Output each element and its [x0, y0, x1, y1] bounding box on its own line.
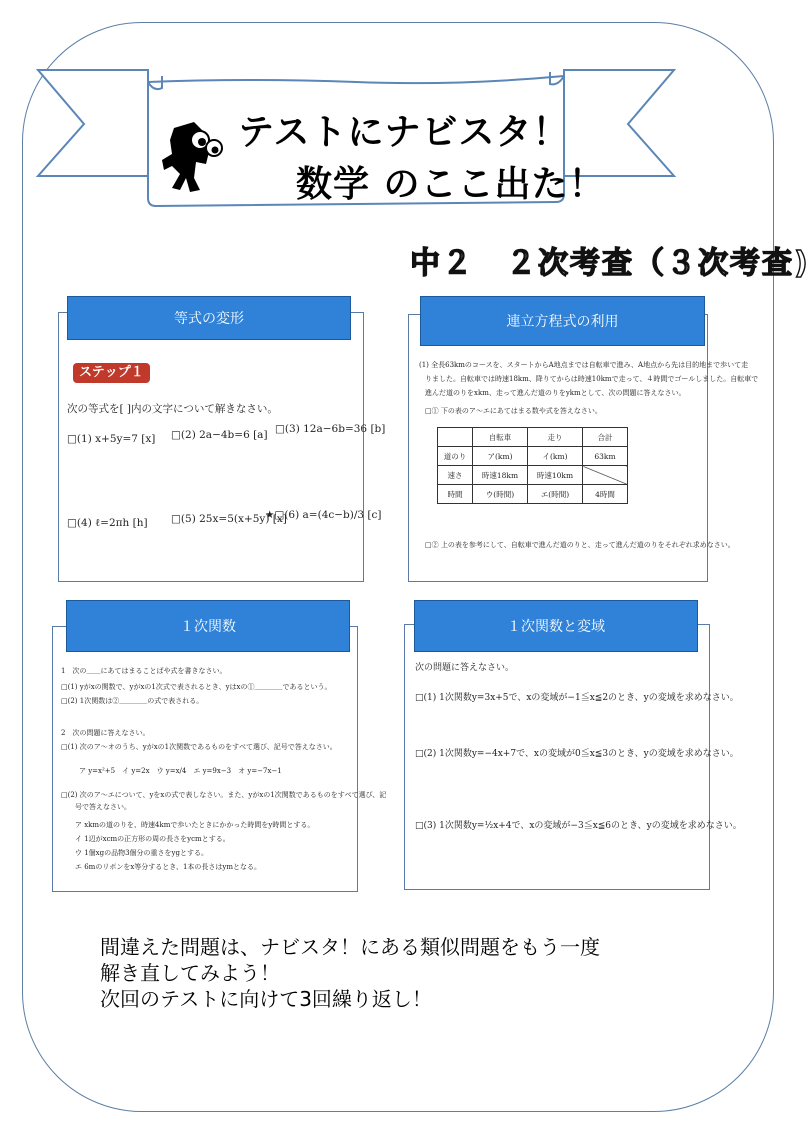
table-cell: 合計 [583, 428, 628, 447]
section-text: 1 次の＿＿にあてはまることばや式を書きなさい。 [61, 667, 227, 675]
grade-heading: 中２ ２次考査（３次考査) [410, 246, 810, 281]
list-item: エ 6mのリボンをx等分するとき、1本の長さはymとなる。 [75, 863, 262, 871]
footer-message [100, 934, 600, 1012]
table-cell: 自転車 [473, 428, 528, 447]
card-linear-function-domain [404, 624, 742, 890]
question-text: □(2) 1次関数は②＿＿＿＿の式で表される。 [61, 697, 204, 705]
card-heading-linear-function-domain: １次関数と変域 [414, 600, 698, 652]
footer-line: 次回のテストに向けて3回繰り返し！ [100, 987, 432, 1011]
table-cell: 4時間 [583, 485, 628, 504]
card-linear-function [52, 626, 387, 892]
question-text: □(1) 1次関数y=3x+5で、xの変域が−1≦x≦2のとき、yの変域を求めなさい。 [415, 693, 739, 703]
table-cell: 速さ [438, 466, 473, 485]
table-cell: 時速18km [473, 466, 528, 485]
options-text: ア y=x²+5 イ y=2x ウ y=x/4 エ y=9x−3 オ y=−7x−1 [79, 767, 282, 775]
list-item: ア xkmの道のりを、時速4kmで歩いたときにかかった時間をy時間とする。 [75, 821, 315, 829]
list-item: ウ 1個xgの品物3個分の重さをygとする。 [75, 849, 208, 857]
list-item: □(5) 25x=5(x+5y) [x] [171, 513, 287, 525]
table-cell: 63km [583, 447, 628, 466]
section-text: 2 次の問題に答えなさい。 [61, 729, 150, 737]
question-text: □(1) 次のア～オのうち、yがxの1次関数であるものをすべて選び、記号で答えなさい。 [61, 743, 337, 751]
table-cell: 時間 [438, 485, 473, 504]
list-item: イ 1辺がxcmの正方形の周の長さをycmとする。 [75, 835, 230, 843]
table-cell: 時速10km [528, 466, 583, 485]
list-item: □(1) x+5y=7 [x] [67, 433, 156, 445]
table-cell: イ(km) [528, 447, 583, 466]
intro-text: 次の問題に答えなさい。 [415, 663, 515, 673]
list-item: ★□(6) a=(4c−b)/3 [c] [265, 509, 382, 521]
card-heading-equation-transform: 等式の変形 [67, 296, 351, 340]
problem-text: (1) 全長63kmのコースを、スタートからA地点までは自転車で進み、A地点から先は目的地まで歩いて走 [419, 361, 749, 369]
title-line-2: 数学 のここ出た！ [296, 164, 606, 205]
card-heading-simultaneous-equations: 連立方程式の利用 [420, 296, 705, 346]
problem-text: 進んだ道のりをxkm、走って進んだ道のりをykmとして、次の問題に答えなさい。 [425, 389, 686, 397]
sub-question: □② 上の表を参考にして、自転車で進んだ道のりと、走って進んだ道のりをそれぞれ求めなさい。 [425, 541, 735, 549]
problem-text: りました。自転車では時速18km、降りてからは時速10kmで走って、４時間でゴールしました。自転車で [425, 375, 759, 383]
table-cell [438, 428, 473, 447]
card-heading-linear-function: １次関数 [66, 600, 350, 652]
question-text: □(2) 次のア～エについて、yをxの式で表しなさい。また、yがxの1次関数であるものをすべて選び、記 [61, 791, 387, 799]
mascot-icon [160, 118, 226, 196]
footer-line: 間違えた問題は、ナビスタ！にある類似問題をもう一度 [100, 935, 600, 959]
card-equation-transform [58, 312, 386, 582]
table-cell: ア(km) [473, 447, 528, 466]
table-cell: 走り [528, 428, 583, 447]
list-item: □(4) ℓ=2πh [h] [67, 517, 148, 529]
table-row [438, 485, 628, 504]
list-item: □(3) 12a−6b=36 [b] [275, 423, 386, 435]
question-text: □(1) yがxの関数で、yがxの1次式で表されるとき、yはxの①＿＿＿＿であるという。 [61, 683, 332, 691]
list-item: □(2) 2a−4b=6 [a] [171, 429, 268, 441]
step-badge: ステップ１ [73, 363, 150, 383]
question-text: 号で答えなさい。 [75, 803, 131, 811]
table-cell [583, 466, 628, 485]
table-cell: ウ(時間) [473, 485, 528, 504]
title-line-1: テストにナビスタ！ [238, 112, 570, 153]
card-simultaneous-equations [408, 314, 759, 582]
sub-question: □① 下の表のア～エにあてはまる数や式を答えなさい。 [425, 407, 602, 415]
question-text: □(3) 1次関数y=½x+4で、xの変域が−3≦x≦6のとき、yの変域を求めなさい。 [415, 821, 742, 831]
table-cell: 道のり [438, 447, 473, 466]
question-text: □(2) 1次関数y=−4x+7で、xの変域が0≦x≦3のとき、yの変域を求めなさい。 [415, 749, 739, 759]
table-row [438, 447, 628, 466]
table-cell: エ(時間) [528, 485, 583, 504]
instruction-text: 次の等式を[ ]内の文字について解きなさい。 [67, 403, 278, 415]
data-table [437, 427, 628, 504]
table-header-row [438, 428, 628, 447]
table-row [438, 466, 628, 485]
footer-line: 解き直してみよう！ [100, 961, 280, 985]
